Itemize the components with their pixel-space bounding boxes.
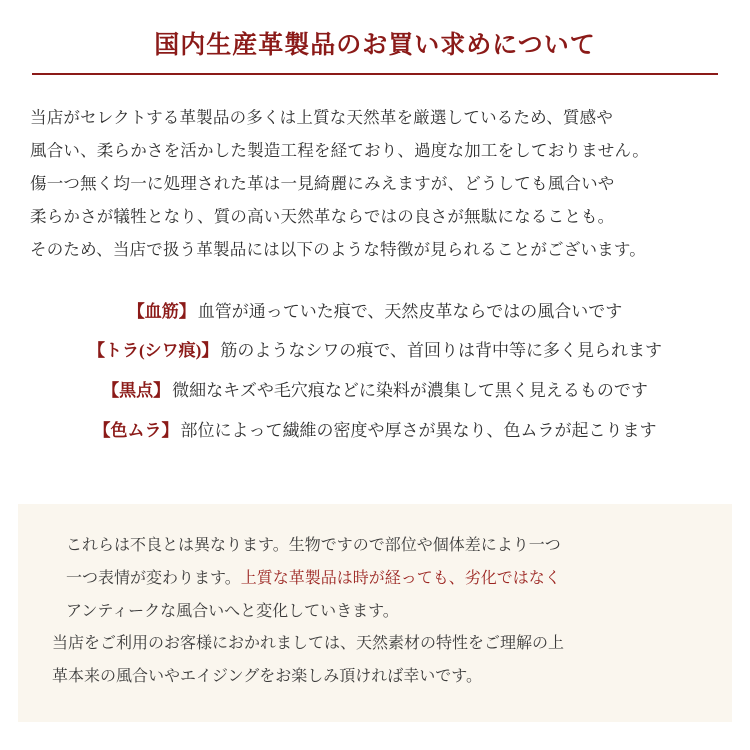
intro-line-4: 柔らかさが犠牲となり、質の高い天然革ならではの良さが無駄になることも。 [30,206,615,226]
intro-line-3: 傷一つ無く均一に処理された革は一見綺麗にみえますが、どうしても風合いや [30,173,615,193]
note-line-3: アンティークな風合いへと変化していきます。 [66,602,399,620]
feature-description: 筋のようなシワの痕で、首回りは背中等に多く見られます [220,341,662,361]
note-line-2 [52,563,698,596]
feature-description: 血管が通っていた痕で、天然皮革ならではの風合いです [197,301,623,321]
note-line-5: 革本来の風合いやエイジングをお楽しみ頂ければ幸いです。 [52,668,483,686]
page-title: 国内生産革製品のお買い求めについて [32,30,718,75]
list-item [0,411,750,451]
note-line-1: これらは不良とは異なります。生物ですので部位や個体差により一つ [66,537,561,555]
feature-list [0,292,750,452]
list-item [0,292,750,332]
feature-term: 【色ムラ】 [93,421,179,441]
intro-line-2: 風合い、柔らかさを活かした製造工程を経ており、過度な加工をしておりません。 [30,140,649,160]
feature-term: 【黒点】 [102,381,171,401]
intro-line-1: 当店がセレクトする革製品の多くは上質な天然革を厳選しているため、質感や [30,107,614,127]
closing-note-box [18,504,732,722]
feature-description: 微細なキズや毛穴痕などに染料が濃集して黒く見えるものです [172,381,648,401]
list-item [0,371,750,411]
note-line-2-highlight: 上質な革製品は時が経っても、劣化ではなく [240,569,561,587]
note-line-4: 当店をご利用のお客様におかれましては、天然素材の特性をご理解の上 [52,635,565,653]
intro-line-5: そのため、当店で扱う革製品には以下のような特徴が見られることがございます。 [30,239,646,259]
feature-term: 【トラ(シワ痕)】 [88,341,219,361]
feature-description: 部位によって繊維の密度や厚さが異なり、色ムラが起こります [180,421,657,441]
list-item [0,331,750,371]
intro-paragraph [30,101,720,266]
feature-term: 【血筋】 [127,301,196,321]
title-section [0,0,750,75]
note-line-2-plain: 一つ表情が変わります。 [66,569,241,587]
